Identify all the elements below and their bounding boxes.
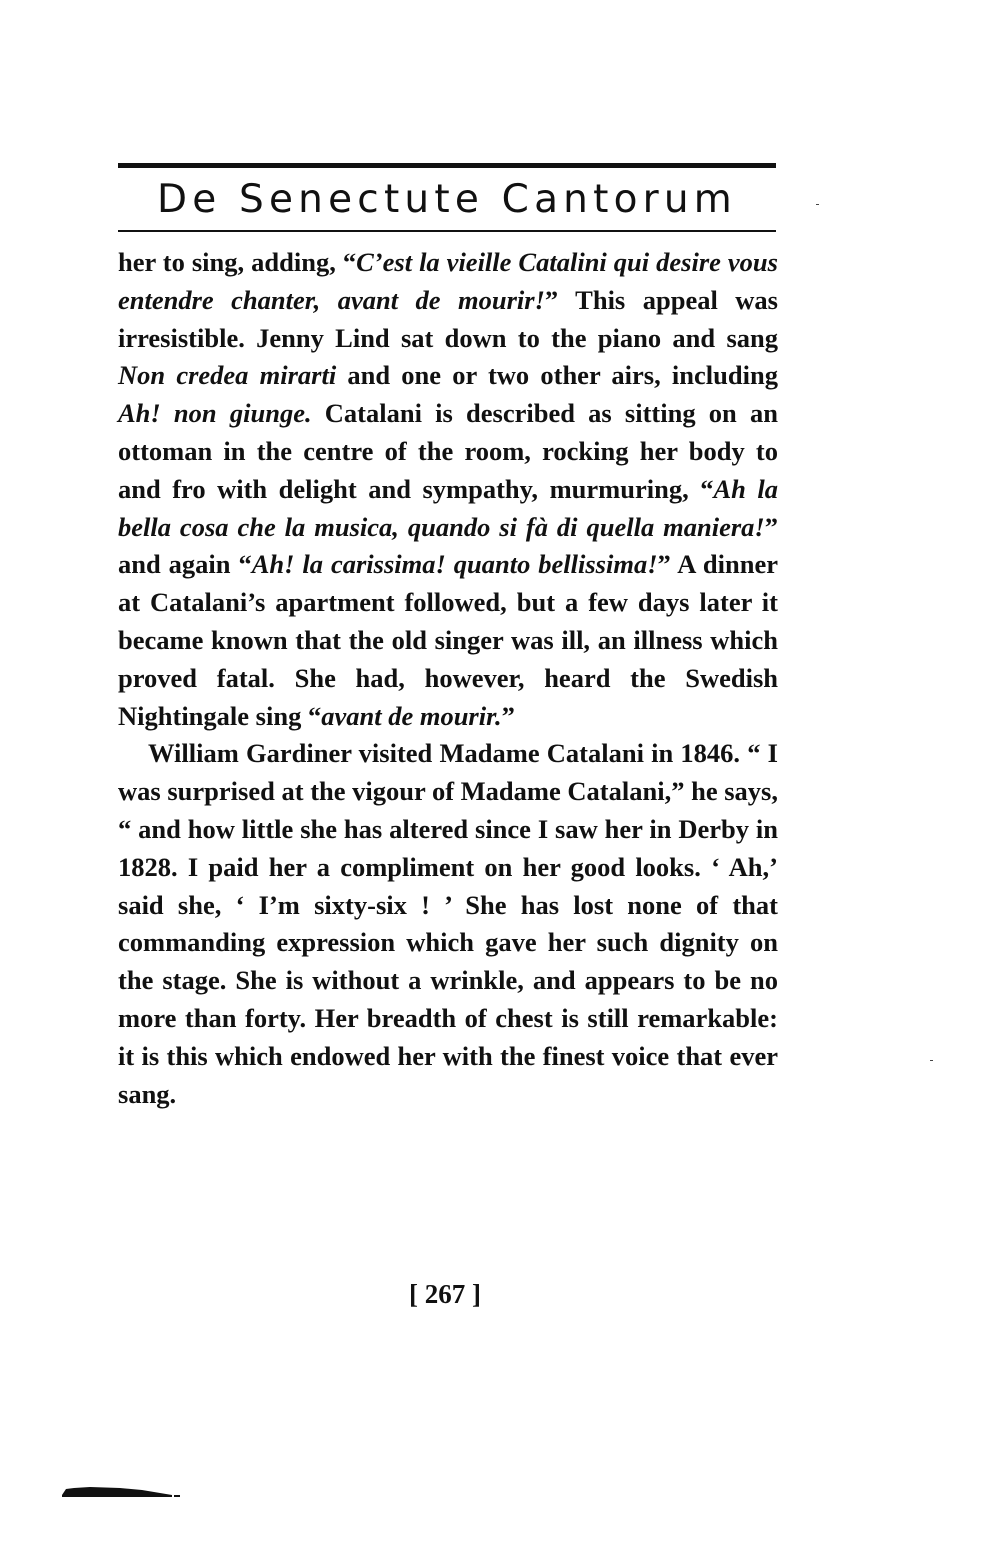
p1-text-3: and one or two other airs, including xyxy=(336,360,778,391)
p1-text-2: ” This appeal was irresistible. Jenny Lind sat down to the piano and sang xyxy=(118,284,778,353)
p1-italic-quote-2: Ah la bella cosa che la musica, quando si fà di quella maniera! xyxy=(118,473,779,542)
page-number: [ 267 ] xyxy=(409,1279,481,1309)
p1-text-1: her to sing, adding, “ xyxy=(118,247,357,277)
p1-text-6: ” A dinner at Catalani’s apartment followed, but a few days later it became known that the old singer was ill, an illness which proved fatal. She had, however, heard the Swedish Nightingale sing “ xyxy=(118,549,778,731)
p1-italic-aria-2: Ah! non giunge. xyxy=(118,398,312,429)
header-rule-bottom xyxy=(118,230,776,232)
p1-italic-quote-3: Ah! la carissima! quanto bellissima! xyxy=(251,549,658,580)
paragraph-1 xyxy=(118,244,778,735)
p1-italic-quote-1: C’est la vieille Catalini qui desire vous entendre chanter, avant de mourir! xyxy=(118,247,778,315)
body-text xyxy=(118,244,778,1113)
scan-smudge-mark xyxy=(60,1484,180,1498)
paragraph-2: William Gardiner visited Madame Catalani in 1846. “ I was surprised at the vigour of Madame Catalani,” he says, “ and how little she has altered since I saw her in Derby in 1828. I paid her a compliment on her good looks. ‘ Ah,’ said she, ‘ I’m sixty-six ! ’ She has lost none of that commanding expression which gave her such dignity on the stage. She is without a wrinkle, and appears to be no more than forty. Her breadth of chest is still remarkable: it is this which endowed her with the finest voice that ever sang. xyxy=(118,738,778,1109)
running-head: De Senectute Cantorum xyxy=(157,177,737,222)
p1-italic-aria-1: Non credea mirarti xyxy=(118,360,337,391)
p1-text-7: ” xyxy=(501,700,515,731)
scan-speck-2 xyxy=(930,1060,933,1061)
p1-text-5: ” and again “ xyxy=(118,511,778,580)
p1-text-4: Catalani is described as sitting on an ottoman in the centre of the room, rocking her body to and fro with delight and sympathy, murmuring, “ xyxy=(118,398,778,504)
header-rule-top xyxy=(118,163,776,168)
scan-speck-1 xyxy=(816,204,819,205)
p1-italic-quote-4: avant de mourir. xyxy=(321,700,502,731)
